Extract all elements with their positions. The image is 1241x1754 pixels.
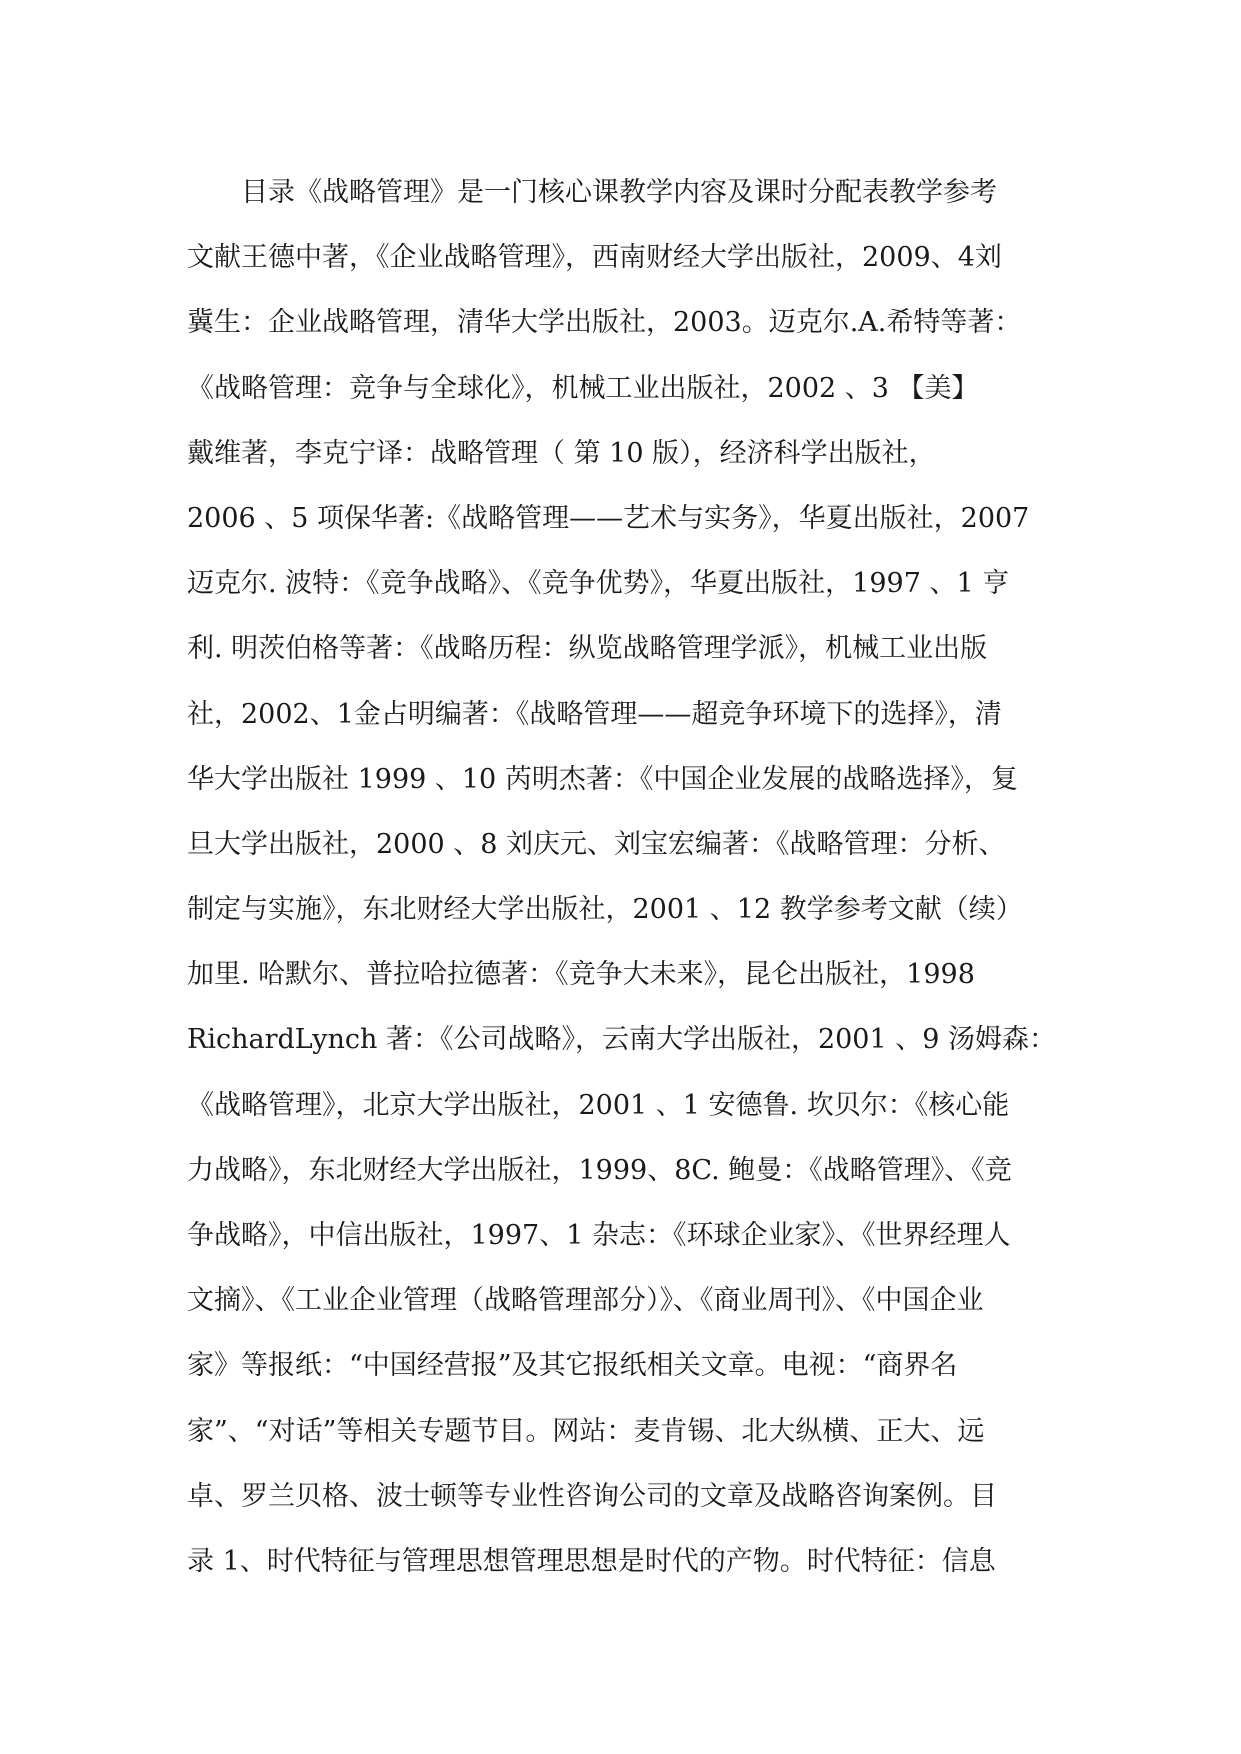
text-line: 2006 、5 项保华著:《战略管理——艺术与实务》，华夏出版社，2007 [187, 502, 1030, 534]
text-line: 旦大学出版社，2000 、8 刘庆元、刘宝宏编著：《战略管理：分析、 [187, 828, 1006, 860]
text-line: 制定与实施》，东北财经大学出版社，2001 、12 教学参考文献（续） [187, 894, 1023, 926]
text-line: 迈克尔. 波特：《竞争战略》、《竞争优势》，华夏出版社，1997 、1 亨 [187, 568, 1010, 600]
text-line: RichardLynch 著：《公司战略》，云南大学出版社，2001 、9 汤姆森： [187, 1024, 1057, 1056]
text-line: 文摘》、《工业企业管理（战略管理部分）》、《商业周刊》、《中国企业 [187, 1285, 984, 1317]
body-paragraph [187, 160, 1067, 1594]
text-line: 家》等报纸：“中国经营报”及其它报纸相关文章。电视：“商界名 [187, 1350, 958, 1382]
text-line: 冀生：企业战略管理，清华大学出版社，2003。迈克尔.A.希特等著： [187, 307, 1022, 339]
text-line: 加里. 哈默尔、普拉哈拉德著：《竞争大未来》，昆仑出版社，1998 [187, 959, 975, 991]
text-line: 戴维著，李克宁译：战略管理（ 第 10 版），经济科学出版社， [187, 437, 936, 469]
text-line: 目录《战略管理》是一门核心课教学内容及课时分配表教学参考 [241, 177, 997, 208]
text-line: 卓、罗兰贝格、波士顿等专业性咨询公司的文章及战略咨询案例。目 [187, 1480, 997, 1512]
text-line: 录 1、时代特征与管理思想管理思想是时代的产物。时代特征：信息 [187, 1545, 996, 1577]
text-line: 力战略》，东北财经大学出版社，1999、8C. 鲍曼：《战略管理》、《竞 [187, 1154, 1012, 1186]
text-line: 华大学出版社 1999 、10 芮明杰著：《中国企业发展的战略选择》，复 [187, 763, 1018, 795]
text-line: 《战略管理：竞争与全球化》，机械工业出版社，2002 、3 【美】 [187, 372, 979, 404]
text-line: 《战略管理》，北京大学出版社，2001 、1 安德鲁. 坎贝尔：《核心能 [187, 1089, 1010, 1121]
text-line: 利. 明茨伯格等著：《战略历程：纵览战略管理学派》，机械工业出版 [187, 633, 988, 665]
text-line: 文献王德中著，《企业战略管理》，西南财经大学出版社，2009、4刘 [187, 242, 1002, 274]
text-line: 争战略》，中信出版社，1997、1 杂志：《环球企业家》、《世界经理人 [187, 1220, 1011, 1251]
text-line: 家”、“对话”等相关专题节目。网站：麦肯锡、北大纵横、正大、远 [187, 1415, 985, 1447]
text-line: 社，2002、1金占明编著：《战略管理——超竞争环境下的选择》，清 [187, 698, 1002, 730]
